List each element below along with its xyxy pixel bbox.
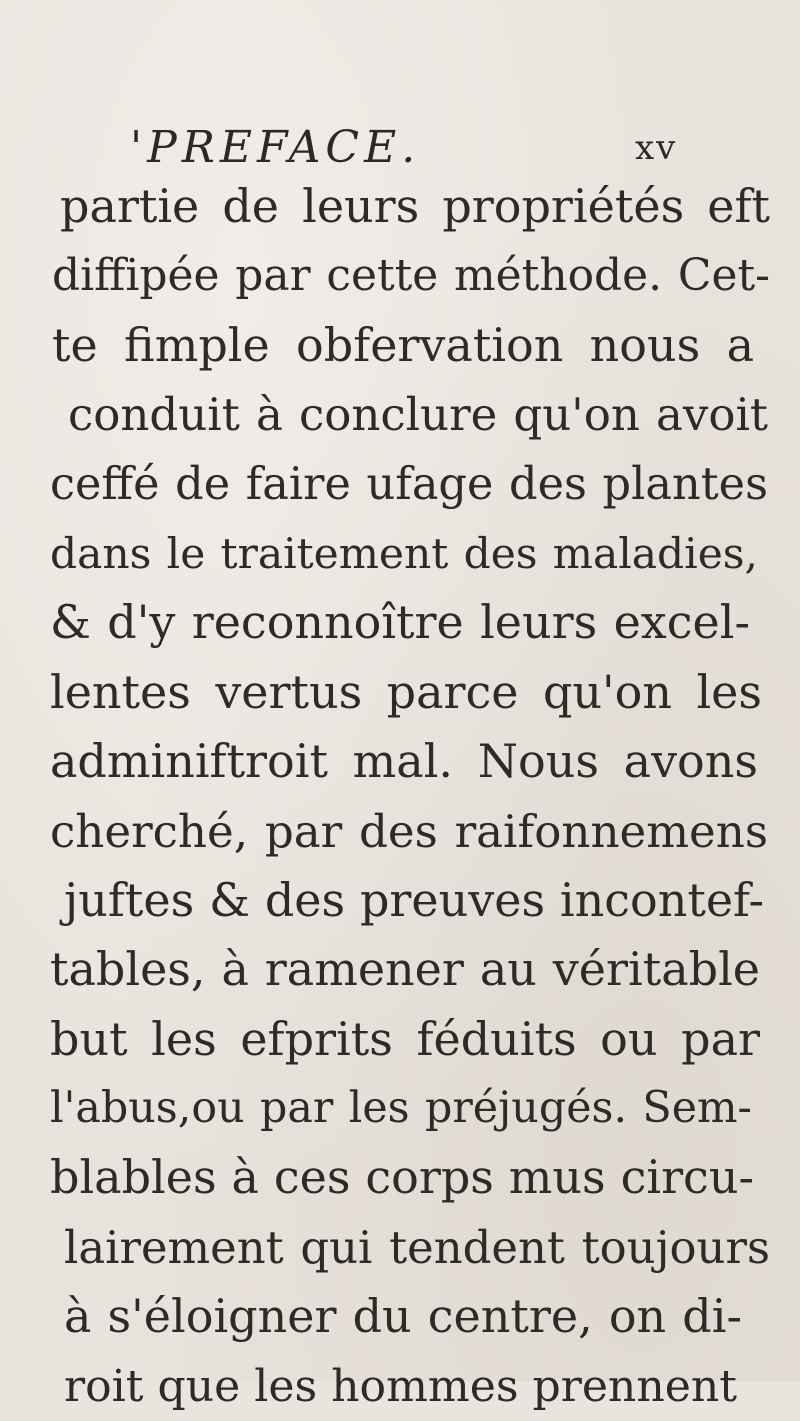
text-line: l'abus,ou par les préjugés. Sem-	[50, 1083, 752, 1134]
text-line: te fimple obfervation nous a	[52, 317, 754, 372]
text-line: conduit à conclure qu'on avoit	[68, 388, 768, 442]
text-line: but les efprits féduits ou par	[50, 1011, 760, 1066]
text-line: roit que les hommes prennent	[64, 1360, 737, 1412]
text-line: lairement qui tendent toujours	[64, 1220, 770, 1274]
text-line: ceffé de faire ufage des plantes	[50, 457, 768, 510]
text-line: juftes & des preuves incontef-	[64, 872, 764, 927]
running-title: 'PREFACE.	[130, 122, 421, 173]
text-line: partie de leurs propriétés eft	[60, 179, 770, 233]
page-header	[130, 122, 770, 178]
page-number: xv	[635, 128, 678, 168]
body-text	[40, 172, 770, 1421]
text-line: & d'y reconnoître leurs excel-	[50, 595, 750, 650]
text-line: adminiftroit mal. Nous avons	[50, 734, 758, 789]
text-line: cherché, par des raifonnemens	[50, 804, 768, 858]
text-line: dans le traitement des maladies,	[50, 528, 758, 578]
text-line: diffipée par cette méthode. Cet-	[52, 250, 770, 302]
text-line: lentes vertus parce qu'on les	[50, 664, 762, 719]
text-line: à s'éloigner du centre, on di-	[64, 1289, 742, 1344]
text-line: blables à ces corps mus circu-	[50, 1150, 754, 1205]
text-line: tables, à ramener au véritable	[50, 942, 760, 997]
